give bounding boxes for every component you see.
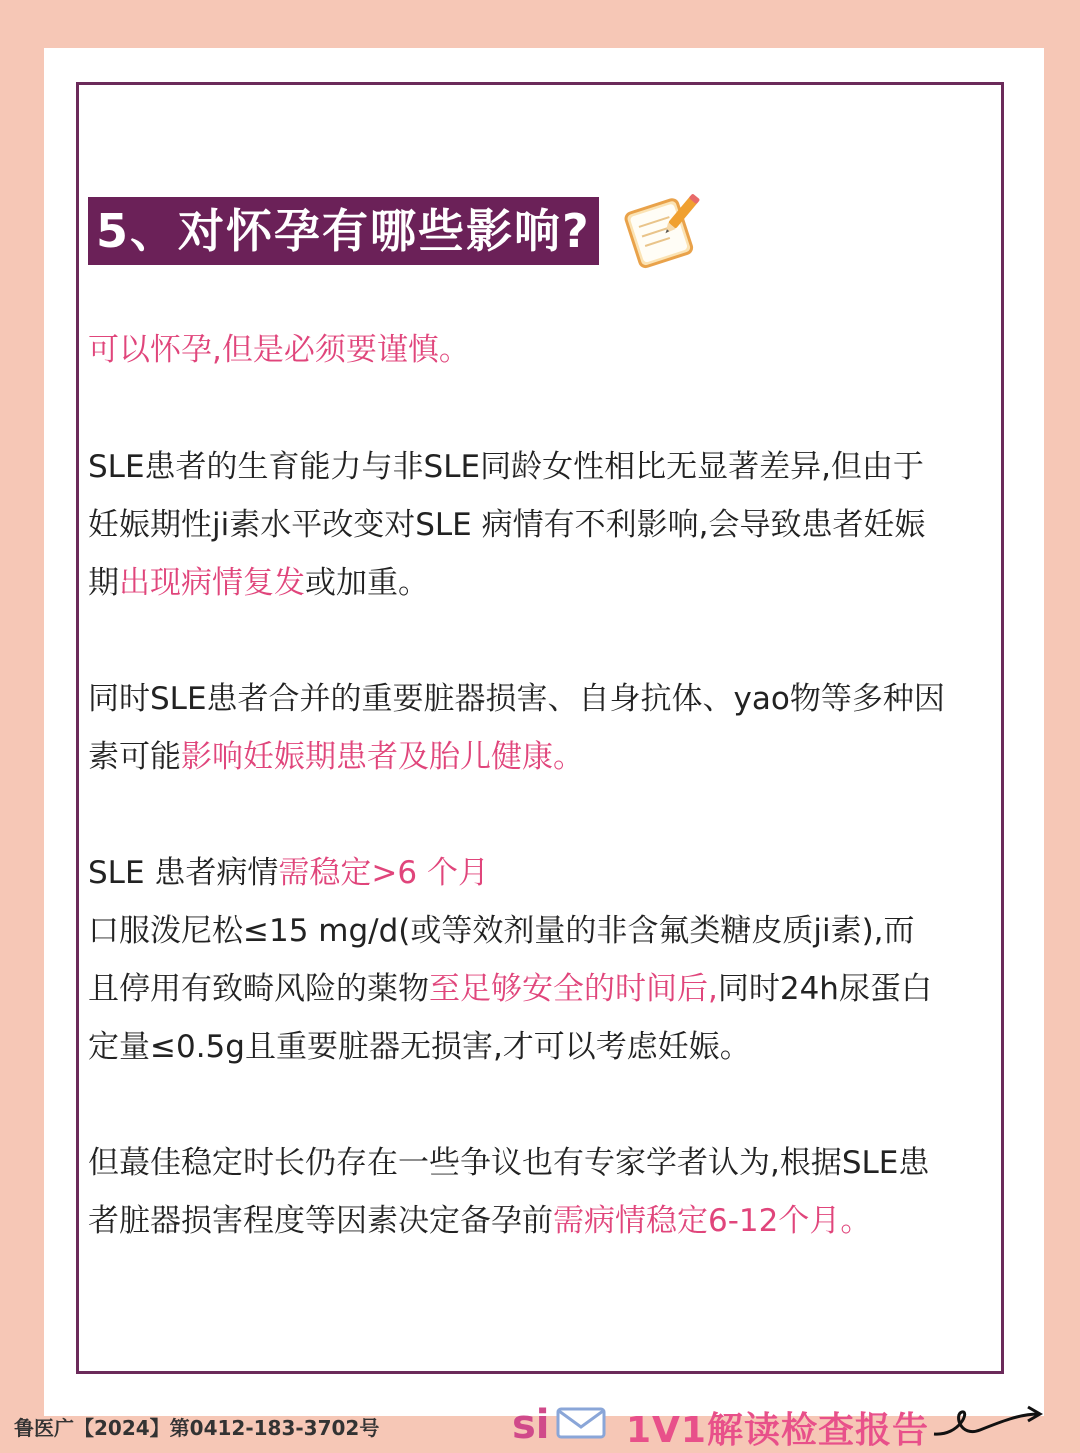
intro-text bbox=[88, 321, 998, 379]
paragraph-stability-criteria bbox=[88, 844, 998, 1076]
ad-license-number: 鲁医广【2024】第0412-183-3702号 bbox=[14, 1416, 380, 1440]
paragraph-line: 口服泼尼松≤15 mg/d(或等效剂量的非含氟类糖皮质ji素),而 bbox=[88, 913, 915, 949]
curly-arrow-icon bbox=[930, 1404, 1050, 1447]
paragraph-line bbox=[88, 554, 998, 612]
text-run: 同时24h尿蛋白 bbox=[717, 971, 932, 1007]
footer-bar bbox=[0, 1402, 1080, 1451]
text-run: 期 bbox=[88, 565, 119, 601]
paragraph-line: 定量≤0.5g且重要脏器无损害,才可以考虑妊娠。 bbox=[88, 1029, 751, 1065]
highlight-text: 出现病情复发 bbox=[119, 565, 305, 601]
paragraph-organ-damage bbox=[88, 670, 998, 786]
highlight-text: 需稳定>6 个月 bbox=[278, 855, 489, 891]
intro-line: 可以怀孕,但是必须要谨慎。 bbox=[88, 332, 470, 368]
highlight-text: 需病情稳定6-12个月。 bbox=[553, 1203, 872, 1239]
paragraph-line: 同时SLE患者合并的重要脏器损害、自身抗体、yao物等多种因 bbox=[88, 681, 945, 717]
paragraph-line: 妊娠期性ji素水平改变对SLE 病情有不利影响,会导致患者妊娠 bbox=[88, 507, 926, 543]
si-label: si bbox=[512, 1402, 550, 1448]
paragraph-line bbox=[88, 960, 998, 1018]
page-title: 5、对怀孕有哪些影响? bbox=[88, 197, 599, 265]
text-run: 且停用有致畸风险的薬物 bbox=[88, 971, 429, 1007]
paragraph-line bbox=[88, 1192, 998, 1250]
highlight-text: 影响妊娠期患者及胎儿健康。 bbox=[181, 739, 584, 775]
promo-link[interactable]: 1V1解读检查报告 bbox=[626, 1410, 929, 1451]
text-run: SLE 患者病情 bbox=[88, 855, 279, 891]
notepad-pencil-icon bbox=[617, 190, 707, 274]
paragraph-line: SLE患者的生育能力与非SLE同龄女性相比无显著差异,但由于 bbox=[88, 449, 924, 485]
envelope-icon[interactable] bbox=[556, 1406, 606, 1444]
paragraph-line bbox=[88, 844, 998, 902]
section-heading bbox=[88, 188, 707, 274]
paragraph-fertility bbox=[88, 438, 998, 612]
text-run: 素可能 bbox=[88, 739, 181, 775]
text-run: 或加重。 bbox=[305, 565, 429, 601]
text-run: 者脏器损害程度等因素决定备孕前 bbox=[88, 1203, 553, 1239]
highlight-text: 至足够安全的时间后, bbox=[429, 971, 718, 1007]
paragraph-line: 但蕞佳稳定时长仍存在一些争议也有专家学者认为,根据SLE患 bbox=[88, 1145, 930, 1181]
paragraph-line bbox=[88, 728, 998, 786]
paragraph-expert-opinion bbox=[88, 1134, 998, 1250]
